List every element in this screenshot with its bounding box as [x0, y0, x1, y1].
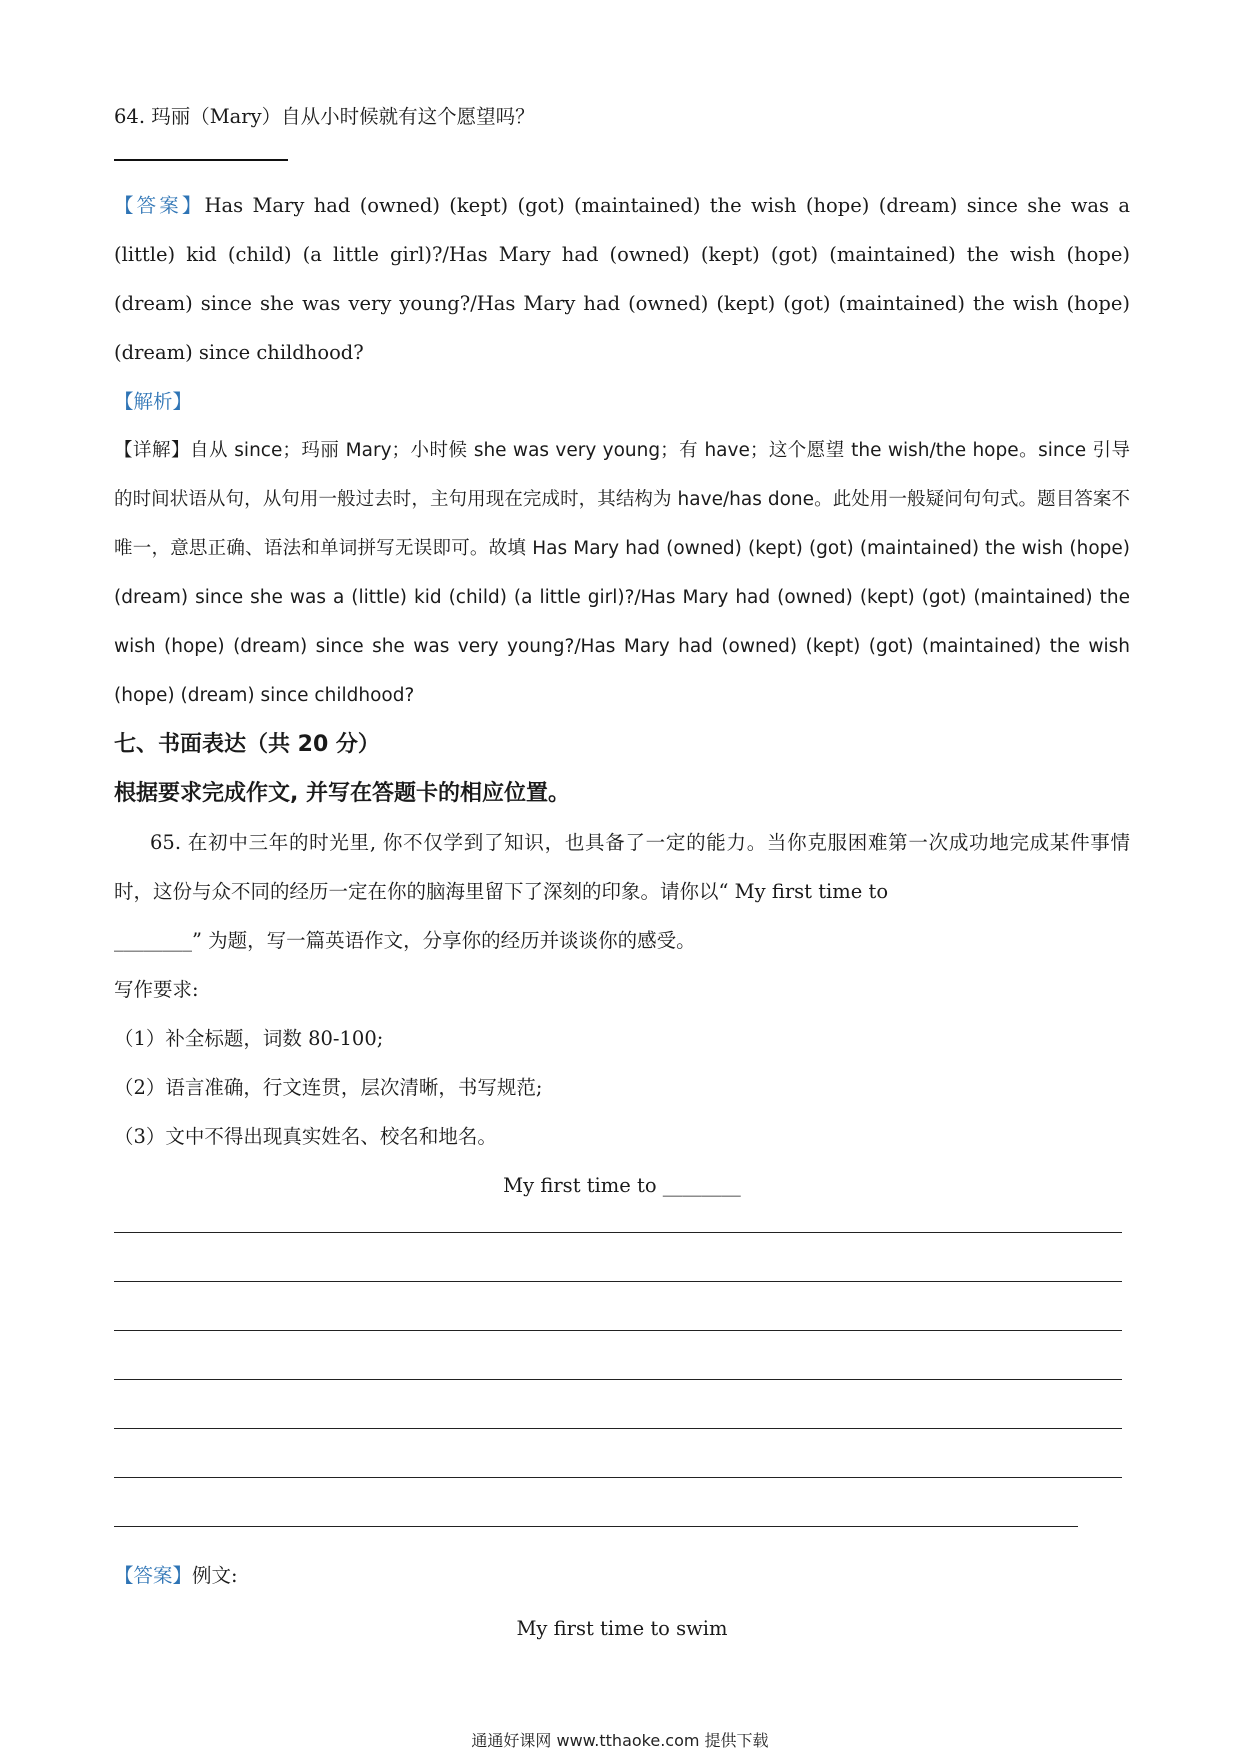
requirements-title: 写作要求: — [114, 978, 199, 1001]
essay-title: My first time to ________ — [503, 1174, 741, 1197]
writing-lines — [114, 1232, 1130, 1527]
answer-65 — [114, 1551, 1130, 1600]
writing-line — [114, 1281, 1122, 1282]
requirement-1: （1）补全标题，词数 80-100; — [114, 1027, 384, 1050]
requirement-3: （3）文中不得出现真实姓名、校名和地名。 — [114, 1125, 497, 1148]
writing-line — [114, 1477, 1122, 1478]
question-65-line1: 65. 在初中三年的时光里, 你不仅学到了知识，也具备了一定的能力。当你克服困难第一次成功地完成某件事情时，这份与众不同的经历一定在你的脑海里留下了深刻的印象。请你以“ My first time to — [114, 831, 1130, 903]
answer-65-tag: 【答案】 — [114, 1564, 193, 1587]
content-area — [114, 92, 1130, 1653]
analysis-tag: 【解析】 — [114, 390, 193, 413]
answer-blank-line — [114, 159, 288, 161]
question-65-blank: ________ — [114, 929, 192, 952]
answer-tag: 【答案】 — [114, 194, 205, 217]
writing-line — [114, 1232, 1122, 1233]
writing-line — [114, 1526, 1078, 1527]
question-65-line2: ” 为题，写一篇英语作文，分享你的经历并谈谈你的感受。 — [192, 929, 696, 952]
writing-line — [114, 1330, 1122, 1331]
detail-64-text: 自从 since；玛丽 Mary；小时候 she was very young；有 have；这个愿望 the wish/the hope。since 引导的时间状语从句，从句用一般过去时，主句用现在完成时，其结构为 have/has done。此处用一般疑问句句式。题目答案不唯一，意思正确、语法和单词拼写无误即可。故填 Has Mary had (owned) (kept) (got) (maintained) the wish (hope) (dream) since she was a (little) kid (child) (a little girl)?/Has Mary had (owned) (kept) (got) (maintained) the wish (hope) (dream) since she was very young?/Has Mary had (owned) (kept) (got) (maintained) the wish (hope) (dream) since childhood? — [114, 440, 1130, 706]
writing-line — [114, 1379, 1122, 1380]
section-7-title: 七、书面表达（共 20 分） — [114, 732, 380, 757]
answer-64 — [114, 181, 1130, 377]
sample-essay-title: My first time to swim — [516, 1617, 728, 1640]
answer-64-text: Has Mary had (owned) (kept) (got) (maintained) the wish (hope) (dream) since she was a (little) kid (child) (a little girl)?/Has Mary had (owned) (kept) (got) (maintained) the wish (hope) (dream) since she was very young?/Has Mary had (owned) (kept) (got) (maintained) the wish (hope) (dream) since childhood? — [114, 194, 1130, 364]
section-7-instruction: 根据要求完成作文, 并写在答题卡的相应位置。 — [114, 781, 571, 806]
detail-tag: 【详解】 — [114, 440, 190, 461]
question-64: 64. 玛丽（Mary）自从小时候就有这个愿望吗？ — [114, 105, 535, 128]
question-65 — [114, 818, 1130, 965]
writing-line — [114, 1428, 1122, 1429]
footer-watermark: 通通好课网 www.tthaoke.com 提供下载 — [471, 1731, 769, 1750]
requirement-2: （2）语言准确，行文连贯，层次清晰，书写规范; — [114, 1076, 543, 1099]
detail-64 — [114, 426, 1130, 720]
answer-65-label: 例文: — [192, 1564, 238, 1587]
